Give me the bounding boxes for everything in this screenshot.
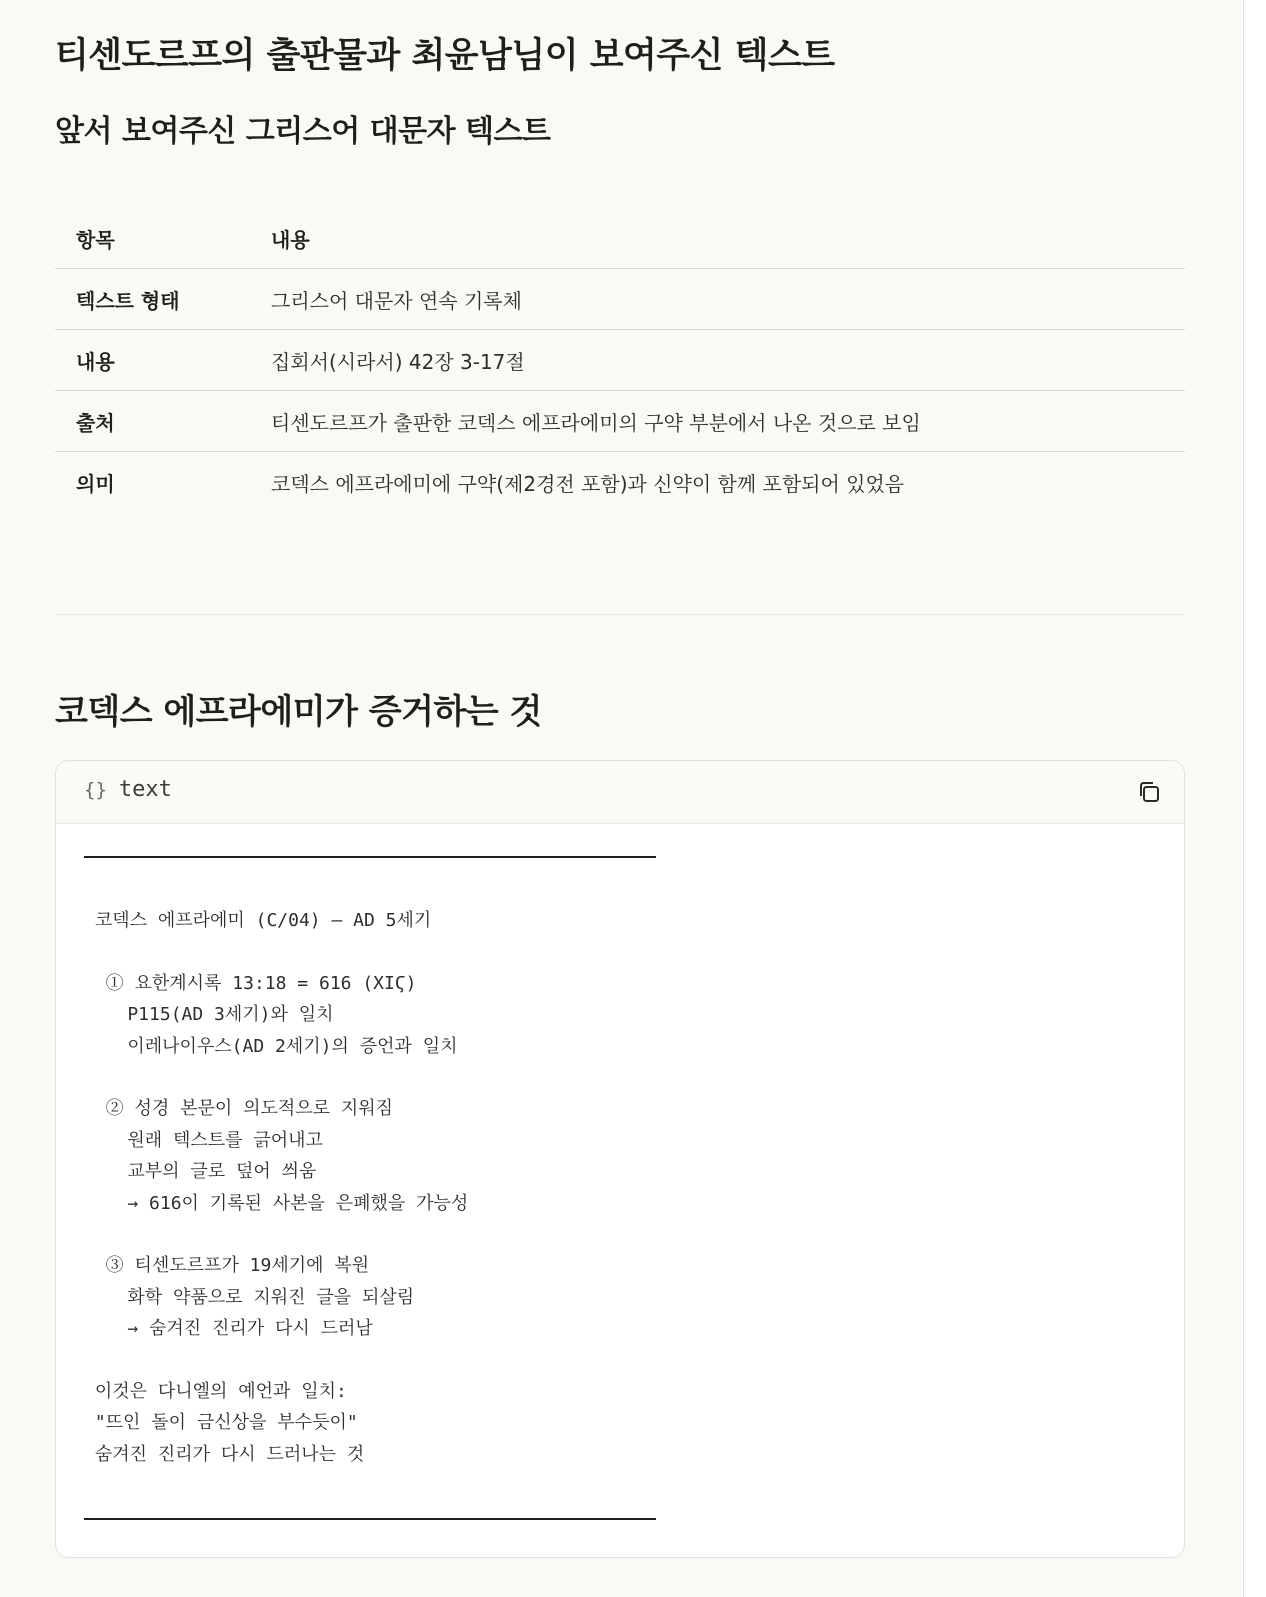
code-line: → 616이 기록된 사본을 은폐했을 가능성 [84, 1192, 469, 1214]
code-line: ③ 티센도르프가 19세기에 복원 [84, 1255, 370, 1277]
copy-icon [1136, 779, 1162, 805]
horizontal-divider [55, 614, 1185, 615]
code-block [55, 760, 1185, 1558]
row-value: 코덱스 에프라에미에 구약(제2경전 포함)과 신약이 함께 포함되어 있었음 [271, 471, 905, 496]
row-label: 출처 [55, 391, 271, 452]
code-line: 원래 텍스트를 긁어내고 [84, 1129, 323, 1151]
column-header-item: 항목 [55, 208, 271, 269]
row-value: 그리스어 대문자 연속 기록체 [271, 269, 1185, 330]
code-line: ① 요한계시록 13:18 = 616 (ΧΙϚ) [84, 972, 417, 994]
row-value: 집회서(시라서) 42장 3-17절 [271, 330, 1185, 391]
column-header-content: 내용 [271, 208, 1185, 269]
table-header-row [55, 208, 1185, 269]
braces-icon: {} [84, 779, 107, 801]
code-line: ② 성경 본문이 의도적으로 지워짐 [84, 1098, 394, 1120]
code-line: 코덱스 에프라에미 (C/04) — AD 5세기 [84, 910, 432, 931]
code-divider-top [84, 856, 656, 858]
code-line: 이레나이우스(AD 2세기)의 증언과 일치 [84, 1035, 458, 1057]
scrollbar-track[interactable] [1243, 0, 1266, 1597]
code-divider-bottom [84, 1518, 656, 1520]
page-title: 티센도르프의 출판물과 최윤남님이 보여주신 텍스트 [55, 36, 835, 76]
code-line: 화학 약품으로 지워진 글을 되살림 [84, 1286, 415, 1308]
copy-button[interactable] [1136, 779, 1162, 805]
row-label: 의미 [76, 471, 115, 496]
row-value: 티센도르프가 출판한 코덱스 에프라에미의 구약 부분에서 나온 것으로 보임 [271, 391, 1185, 452]
table-row [55, 391, 1185, 452]
row-label: 내용 [55, 330, 271, 391]
table-row [55, 269, 1185, 330]
code-block-header [56, 761, 1184, 824]
section-subtitle: 앞서 보여주신 그리스어 대문자 텍스트 [55, 114, 551, 149]
code-language-label [84, 777, 172, 802]
code-line: 교부의 글로 덮어 씌움 [84, 1161, 317, 1183]
code-line: → 숨겨진 진리가 다시 드러남 [84, 1318, 373, 1340]
info-table [55, 208, 1185, 512]
section-title: 코덱스 에프라에미가 증거하는 것 [55, 692, 542, 732]
code-language-name: text [118, 777, 172, 802]
table-row [55, 452, 1185, 513]
code-line: "뜨인 돌이 금신상을 부수듯이" [84, 1412, 358, 1434]
table-row [55, 330, 1185, 391]
code-line: 숨겨진 진리가 다시 드러나는 것 [84, 1443, 365, 1465]
row-label: 텍스트 형태 [55, 269, 271, 330]
code-line: P115(AD 3세기)와 일치 [84, 1004, 334, 1026]
code-line: 이것은 다니엘의 예언과 일치: [84, 1381, 347, 1402]
